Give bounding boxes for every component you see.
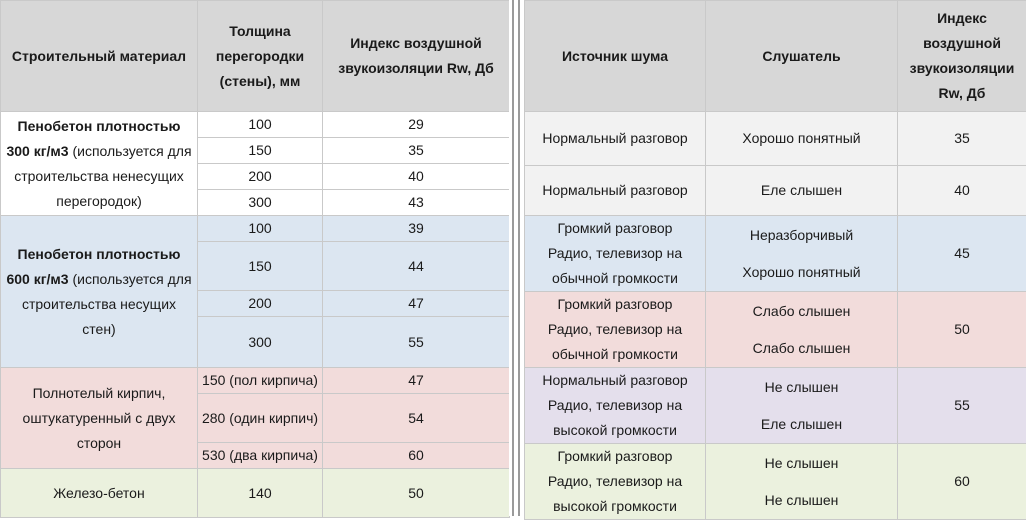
source-cell: Нормальный разговор [525, 166, 706, 216]
header-rw: Индекс воздушной звукоизоляции Rw, Дб [323, 1, 510, 112]
listener-line: Не слышен [709, 375, 894, 400]
rw-cell: 50 [323, 469, 510, 518]
table-separator [509, 0, 524, 516]
table-row [525, 444, 1026, 520]
listener-line: Слабо слышен [709, 299, 894, 324]
thickness-cell: 100 [198, 216, 323, 242]
thickness-cell: 150 [198, 138, 323, 164]
rw-cell: 43 [323, 190, 510, 216]
rw-cell: 55 [898, 368, 1026, 444]
rw-cell: 54 [323, 394, 510, 443]
header-listener: Слушатель [706, 1, 898, 112]
source-cell: Нормальный разговор [525, 112, 706, 166]
rw-cell: 60 [323, 443, 510, 469]
source-line: Громкий разговор [528, 444, 702, 469]
rw-cell: 45 [898, 216, 1026, 292]
thickness-cell: 200 [198, 164, 323, 190]
table-row [525, 292, 1026, 368]
rw-cell: 39 [323, 216, 510, 242]
table-row [525, 166, 1026, 216]
source-line: Громкий разговор [528, 292, 702, 317]
rw-cell: 60 [898, 444, 1026, 520]
rw-cell: 40 [323, 164, 510, 190]
noise-table [524, 0, 1026, 520]
source-line: Радио, телевизор на обычной громкости [528, 241, 702, 291]
header-source: Источник шума [525, 1, 706, 112]
table-row [1, 112, 510, 138]
source-cell [525, 368, 706, 444]
listener-cell [706, 216, 898, 292]
thickness-cell: 150 (пол кирпича) [198, 368, 323, 394]
table-row [525, 216, 1026, 292]
source-line: Громкий разговор [528, 216, 702, 241]
material-cell: Пенобетон плотностью 600 кг/м3 (используется для строительства несущих стен) [1, 216, 198, 368]
thickness-cell: 200 [198, 291, 323, 317]
thickness-cell: 530 (два кирпича) [198, 443, 323, 469]
header-material: Строительный материал [1, 1, 198, 112]
material-cell: Пенобетон плотностью 300 кг/м3 (используется для строительства ненесущих перегородок) [1, 112, 198, 216]
thickness-cell: 100 [198, 112, 323, 138]
listener-line: Не слышен [709, 451, 894, 476]
listener-cell: Еле слышен [706, 166, 898, 216]
rw-cell: 35 [323, 138, 510, 164]
rw-cell: 47 [323, 368, 510, 394]
listener-line: Не слышен [709, 488, 894, 513]
table-row [1, 469, 510, 518]
table-row [525, 368, 1026, 444]
source-cell [525, 444, 706, 520]
thickness-cell: 280 (один кирпич) [198, 394, 323, 443]
table-row [525, 112, 1026, 166]
rw-cell: 55 [323, 317, 510, 368]
listener-line: Хорошо понятный [709, 260, 894, 285]
thickness-cell: 300 [198, 317, 323, 368]
thickness-cell: 150 [198, 242, 323, 291]
listener-line: Еле слышен [709, 412, 894, 437]
rw-cell: 40 [898, 166, 1026, 216]
source-cell [525, 292, 706, 368]
rw-cell: 47 [323, 291, 510, 317]
material-table [0, 0, 510, 518]
listener-cell [706, 292, 898, 368]
source-cell [525, 216, 706, 292]
listener-cell [706, 444, 898, 520]
source-line: Радио, телевизор на обычной громкости [528, 317, 702, 367]
header-thickness: Толщина перегородки (стены), мм [198, 1, 323, 112]
rw-cell: 35 [898, 112, 1026, 166]
source-line: Радио, телевизор на высокой громкости [528, 469, 702, 519]
header-rw: Индекс воздушной звукоизоляции Rw, Дб [898, 1, 1026, 112]
rw-cell: 44 [323, 242, 510, 291]
table-row [1, 216, 510, 242]
material-cell: Железо-бетон [1, 469, 198, 518]
listener-cell [706, 368, 898, 444]
table-row [1, 368, 510, 394]
rw-cell: 29 [323, 112, 510, 138]
listener-line: Слабо слышен [709, 336, 894, 361]
thickness-cell: 140 [198, 469, 323, 518]
source-line: Радио, телевизор на высокой громкости [528, 393, 702, 443]
thickness-cell: 300 [198, 190, 323, 216]
source-line: Нормальный разговор [528, 368, 702, 393]
material-cell: Полнотелый кирпич, оштукатуренный с двух сторон [1, 368, 198, 469]
rw-cell: 50 [898, 292, 1026, 368]
listener-cell: Хорошо понятный [706, 112, 898, 166]
listener-line: Неразборчивый [709, 223, 894, 248]
